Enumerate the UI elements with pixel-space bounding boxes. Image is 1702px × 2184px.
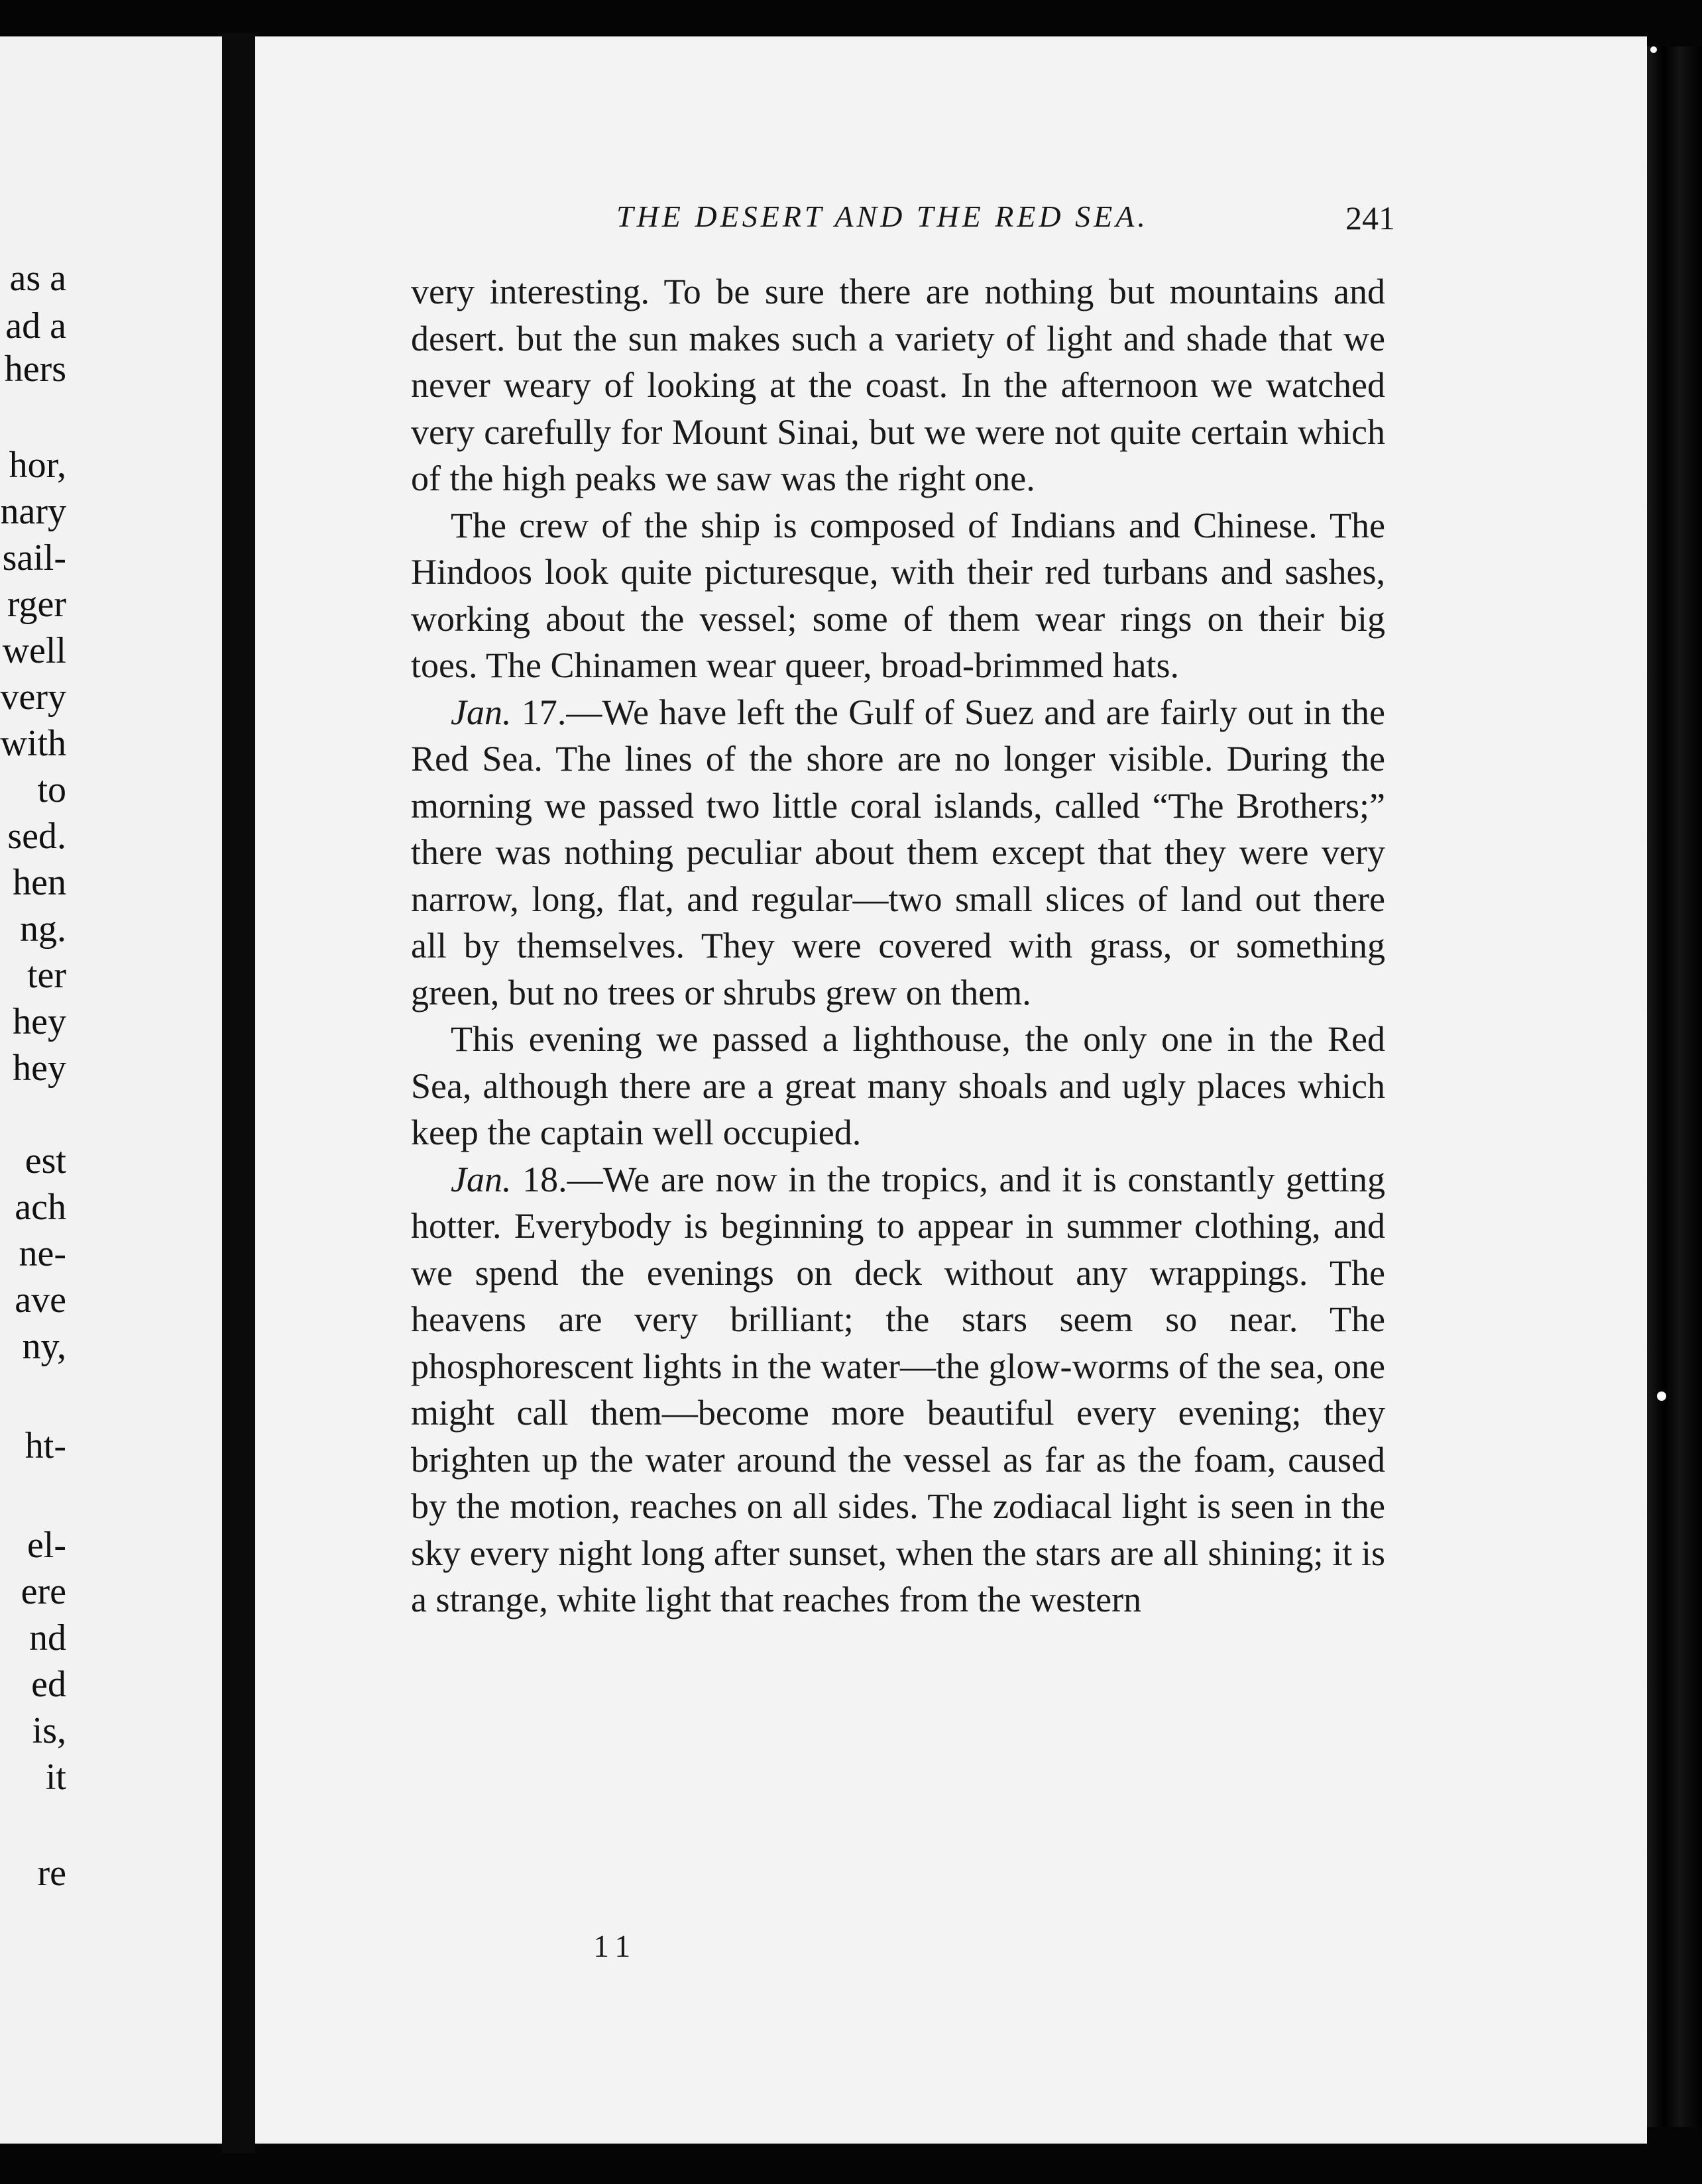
- facing-line-fragment: est: [25, 1140, 66, 1181]
- running-head: [358, 166, 1395, 237]
- facing-line-fragment: ne-: [19, 1233, 66, 1274]
- paragraph: This evening we passed a lighthouse, the only one in the Red Sea, although there are a great many shoals and ugly places which keep the captain well occupied.: [411, 1019, 1385, 1152]
- facing-line-fragment: ad a: [5, 305, 66, 347]
- scan-speck: [1650, 46, 1657, 53]
- date-label: Jan.: [451, 1159, 512, 1199]
- facing-line-fragment: hers: [4, 349, 66, 390]
- signature-mark: 11: [593, 1929, 638, 1964]
- scan-speck: [1657, 1392, 1666, 1401]
- facing-line-fragment: well: [2, 630, 66, 671]
- facing-line-fragment: ny,: [22, 1326, 66, 1367]
- facing-line-fragment: hen: [13, 862, 66, 903]
- facing-line-fragment: to: [37, 769, 66, 810]
- facing-line-fragment: ere: [21, 1571, 66, 1612]
- facing-line-fragment: is,: [32, 1710, 66, 1751]
- facing-line-fragment: hey: [13, 1048, 66, 1089]
- paragraph: The crew of the ship is composed of Indians and Chinese. The Hindoos look quite picturesque, with their red turbans and sashes, working about the vessel; some of them wear rings on their big toes. The Chinamen wear queer, broad-brimmed hats.: [411, 505, 1385, 685]
- facing-line-fragment: ng.: [20, 908, 66, 950]
- paragraph: very interesting. To be sure there are nothing but mountains and desert. but the sun makes such a variety of light and shade that we never weary of looking at the coast. In the afternoon we watched very carefully for Mount Sinai, but we were not quite certain which of the high peaks we saw was the right one.: [411, 272, 1385, 498]
- running-title: THE DESERT AND THE RED SEA.: [616, 199, 1149, 233]
- facing-line-fragment: hey: [13, 1001, 66, 1042]
- book-gutter: [222, 33, 255, 2154]
- facing-line-fragment: sail-: [2, 537, 66, 578]
- facing-line-fragment: with: [0, 723, 66, 764]
- facing-page-text: [0, 36, 222, 2144]
- facing-line-fragment: ave: [15, 1280, 66, 1321]
- date-label: Jan.: [451, 692, 512, 732]
- page-number: 241: [1345, 199, 1395, 237]
- facing-line-fragment: re: [37, 1853, 66, 1894]
- facing-line-fragment: sed.: [7, 816, 66, 857]
- facing-line-fragment: ter: [27, 955, 66, 996]
- facing-line-fragment: nary: [0, 491, 66, 532]
- facing-line-fragment: as a: [9, 258, 66, 299]
- facing-line-fragment: ht-: [25, 1425, 66, 1466]
- body-text: [411, 268, 1385, 1623]
- facing-line-fragment: hor,: [9, 445, 66, 486]
- facing-page-left: [0, 36, 222, 2144]
- paragraph-dated: [411, 689, 1385, 1016]
- facing-line-fragment: it: [45, 1757, 66, 1798]
- paragraph-dated: [411, 1156, 1385, 1623]
- facing-line-fragment: rger: [7, 584, 66, 625]
- paragraph-text: 17.—We have left the Gulf of Suez and are fairly out in the Red Sea. The lines of the shore are no longer visible. During the morning we passed two little coral islands, called “The Brothers;” there was nothing peculiar about them except that they were very narrow, long, flat, and regular—two small slices of land out there all by themselves. They were covered with grass, or something green, but no trees or shrubs grew on them.: [411, 692, 1385, 1012]
- facing-line-fragment: ach: [15, 1187, 66, 1228]
- paragraph-text: 18.—We are now in the tropics, and it is constantly getting hotter. Everybody is beginning to appear in summer clothing, and we spend the evenings on deck without any wrappings. The heavens are very brilliant; the stars seem so near. The phosphorescent lights in the water—the glow-worms of the sea, one might call them—become more beautiful every evening; they brighten up the water around the vessel as far as the foam, caused by the motion, reaches on all sides. The zodiacal light is seen in the sky every night long after sunset, when the stars are all shining; it is a strange, white light that reaches from the western: [411, 1159, 1385, 1619]
- facing-line-fragment: ed: [31, 1664, 66, 1705]
- book-edge: [1647, 46, 1702, 2127]
- facing-line-fragment: el-: [27, 1525, 66, 1566]
- facing-line-fragment: nd: [29, 1617, 66, 1659]
- facing-line-fragment: very: [0, 677, 66, 718]
